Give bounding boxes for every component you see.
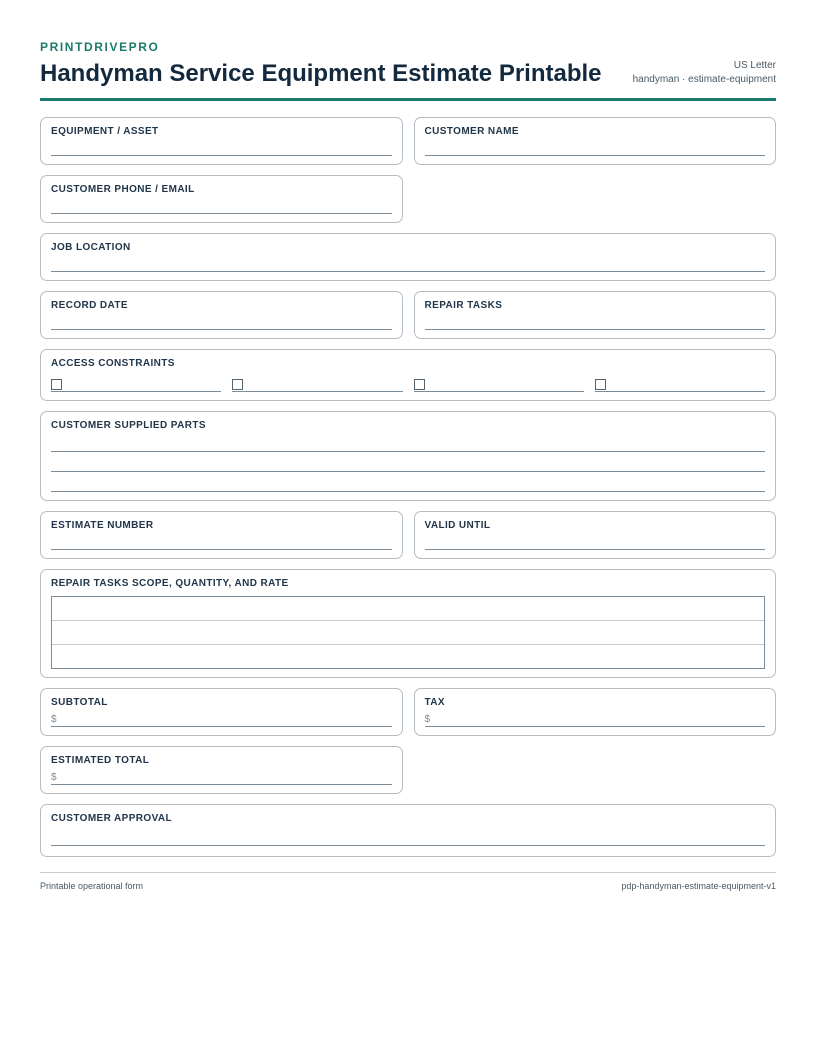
valid-until-field — [414, 511, 777, 559]
tax-line[interactable] — [425, 709, 766, 727]
customer-name-field — [414, 117, 777, 165]
customer-approval-label: CUSTOMER APPROVAL — [51, 813, 173, 824]
page-footer — [40, 872, 776, 891]
access-option-4[interactable] — [595, 376, 765, 392]
checkbox-icon[interactable] — [414, 379, 425, 390]
tax-field — [414, 688, 777, 736]
brand-name: PRINTDRIVEPRO — [40, 40, 160, 54]
parts-line-3[interactable] — [51, 472, 765, 492]
subtotal-line[interactable] — [51, 709, 392, 727]
estimate-number-line[interactable] — [51, 532, 392, 550]
table-row[interactable] — [52, 645, 764, 668]
valid-until-line[interactable] — [425, 532, 766, 550]
parts-line-1[interactable] — [51, 432, 765, 452]
page-title: Handyman Service Equipment Estimate Printable — [40, 60, 602, 87]
customer-supplied-parts-label: CUSTOMER SUPPLIED PARTS — [51, 420, 206, 431]
customer-contact-label: CUSTOMER PHONE / EMAIL — [51, 184, 195, 195]
repair-tasks-line[interactable] — [425, 312, 766, 330]
table-row[interactable] — [52, 597, 764, 621]
record-date-field — [40, 291, 403, 339]
repair-tasks-label: REPAIR TASKS — [424, 300, 503, 311]
estimate-number-label: ESTIMATE NUMBER — [51, 520, 154, 531]
access-constraints-field — [40, 349, 776, 401]
form-header — [40, 40, 776, 101]
job-location-label: JOB LOCATION — [51, 242, 131, 253]
estimated-total-field — [40, 746, 403, 794]
scope-table-label: REPAIR TASKS SCOPE, QUANTITY, AND RATE — [51, 578, 289, 589]
footer-left: Printable operational form — [40, 881, 144, 891]
equipment-asset-line[interactable] — [51, 138, 392, 156]
form-slug: handyman · estimate-equipment — [632, 74, 776, 85]
table-row[interactable] — [52, 621, 764, 645]
customer-approval-field — [40, 804, 776, 857]
form-page — [40, 40, 776, 857]
access-option-3[interactable] — [414, 376, 584, 392]
access-option-1[interactable] — [51, 376, 221, 392]
access-option-2[interactable] — [232, 376, 402, 392]
subtotal-field — [40, 688, 403, 736]
customer-supplied-parts-field — [40, 411, 776, 501]
checkbox-icon[interactable] — [232, 379, 243, 390]
equipment-asset-field — [40, 117, 403, 165]
currency-symbol: $ — [424, 714, 431, 725]
access-constraints-label: ACCESS CONSTRAINTS — [51, 358, 175, 369]
customer-approval-line[interactable] — [51, 825, 765, 846]
estimate-number-field — [40, 511, 403, 559]
scope-table-field — [40, 569, 776, 678]
customer-contact-line[interactable] — [51, 196, 392, 214]
record-date-label: RECORD DATE — [51, 300, 128, 311]
repair-tasks-field — [414, 291, 777, 339]
currency-symbol: $ — [51, 772, 57, 783]
paper-size: US Letter — [733, 60, 776, 71]
estimated-total-label: ESTIMATED TOTAL — [51, 755, 150, 766]
tax-label: TAX — [424, 697, 445, 708]
subtotal-label: SUBTOTAL — [51, 697, 108, 708]
equipment-asset-label: EQUIPMENT / ASSET — [51, 126, 159, 137]
valid-until-label: VALID UNTIL — [424, 520, 491, 531]
customer-name-line[interactable] — [425, 138, 766, 156]
job-location-field — [40, 233, 776, 281]
scope-table — [51, 596, 765, 669]
customer-contact-field — [40, 175, 403, 223]
currency-symbol: $ — [51, 714, 57, 725]
footer-form-id: pdp-handyman-estimate-equipment-v1 — [621, 881, 776, 891]
estimated-total-line[interactable] — [51, 767, 392, 785]
checkbox-icon[interactable] — [595, 379, 606, 390]
customer-name-label: CUSTOMER NAME — [424, 126, 519, 137]
checkbox-icon[interactable] — [51, 379, 62, 390]
record-date-line[interactable] — [51, 312, 392, 330]
job-location-line[interactable] — [51, 254, 765, 272]
form-meta — [633, 59, 776, 87]
parts-line-2[interactable] — [51, 452, 765, 472]
